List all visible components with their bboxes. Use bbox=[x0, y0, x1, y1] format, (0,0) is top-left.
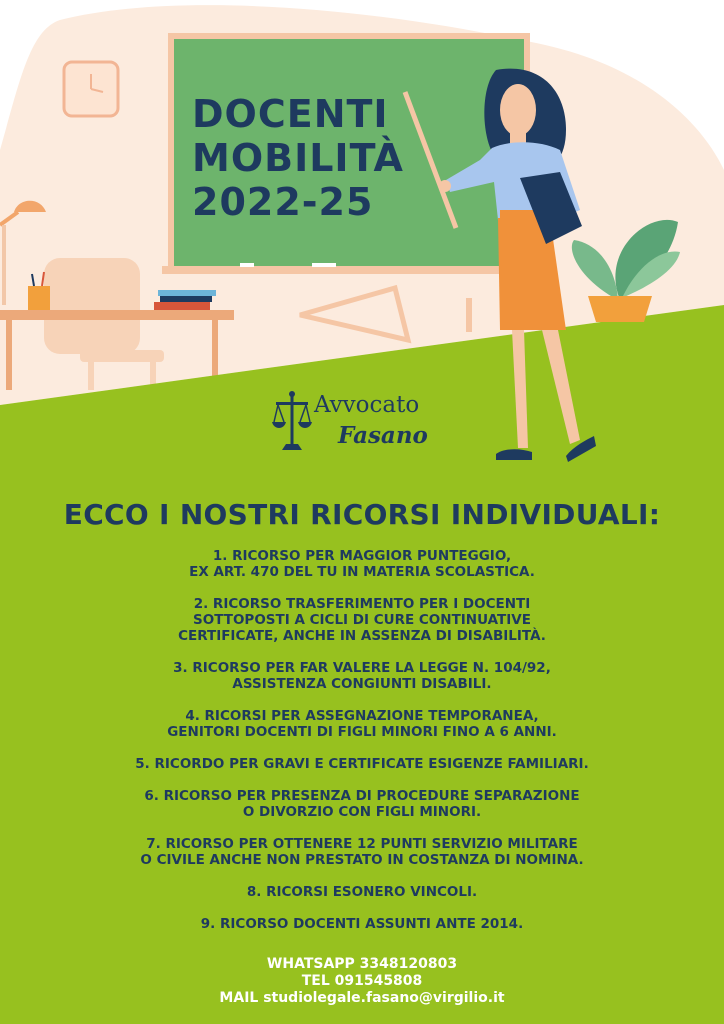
list-item-line: O CIVILE ANCHE NON PRESTATO IN COSTANZA DI NOMINA. bbox=[140, 852, 584, 868]
list-item bbox=[40, 836, 684, 868]
list-item-line: 3. RICORSO PER FAR VALERE LA LEGGE N. 104/92, bbox=[173, 660, 551, 676]
list-item-line: 9. RICORSO DOCENTI ASSUNTI ANTE 2014. bbox=[200, 916, 524, 932]
list-item-line: 7. RICORSO PER OTTENERE 12 PUNTI SERVIZIO MILITARE bbox=[146, 836, 578, 852]
list-item bbox=[40, 884, 684, 900]
list-item-line: EX ART. 470 DEL TU IN MATERIA SCOLASTICA. bbox=[189, 564, 535, 580]
list-item-line: 5. RICORDO PER GRAVI E CERTIFICATE ESIGENZE FAMILIARI. bbox=[135, 756, 589, 772]
board-title-line: DOCENTI bbox=[192, 92, 389, 136]
list-item-line: CERTIFICATE, ANCHE IN ASSENZA DI DISABILITÀ. bbox=[178, 628, 546, 644]
contact-block bbox=[0, 956, 724, 1007]
clock-icon bbox=[64, 62, 118, 116]
list-item-line: 8. RICORSI ESONERO VINCOLI. bbox=[246, 884, 478, 900]
scales-of-justice-icon bbox=[272, 388, 312, 454]
list-item-line: 1. RICORSO PER MAGGIOR PUNTEGGIO, bbox=[212, 548, 512, 564]
board-title bbox=[192, 92, 452, 224]
list-item bbox=[40, 548, 684, 580]
board-title-line: 2022-25 bbox=[192, 180, 374, 224]
headline: ECCO I NOSTRI RICORSI INDIVIDUALI: bbox=[63, 498, 661, 531]
list-item bbox=[40, 788, 684, 820]
list-item bbox=[40, 660, 684, 692]
brand-name-line2: Fasano bbox=[338, 422, 428, 449]
list-item-line: 6. RICORSO PER PRESENZA DI PROCEDURE SEPARAZIONE bbox=[144, 788, 580, 804]
list-item-line: GENITORI DOCENTI DI FIGLI MINORI FINO A 6 ANNI. bbox=[167, 724, 557, 740]
brand-name-line1: Avvocato bbox=[314, 392, 420, 418]
list-item-line: ASSISTENZA CONGIUNTI DISABILI. bbox=[232, 676, 492, 692]
phone-contact[interactable]: TEL 091545808 bbox=[301, 973, 423, 989]
list-item bbox=[40, 756, 684, 772]
list-item-line: 4. RICORSI PER ASSEGNAZIONE TEMPORANEA, bbox=[185, 708, 539, 724]
board-title-line: MOBILITÀ bbox=[192, 136, 404, 180]
email-contact[interactable]: MAIL studiolegale.fasano@virgilio.it bbox=[219, 990, 505, 1006]
list-item bbox=[40, 708, 684, 740]
brand-logo bbox=[272, 386, 472, 460]
list-item-line: O DIVORZIO CON FIGLI MINORI. bbox=[242, 804, 482, 820]
whatsapp-contact[interactable]: WHATSAPP 3348120803 bbox=[266, 956, 458, 972]
list-item-line: SOTTOPOSTI A CICLI DI CURE CONTINUATIVE bbox=[193, 612, 531, 628]
list-item bbox=[40, 916, 684, 932]
list-item bbox=[40, 596, 684, 644]
list-item-line: 2. RICORSO TRASFERIMENTO PER I DOCENTI bbox=[193, 596, 531, 612]
ricorsi-list bbox=[40, 548, 684, 948]
